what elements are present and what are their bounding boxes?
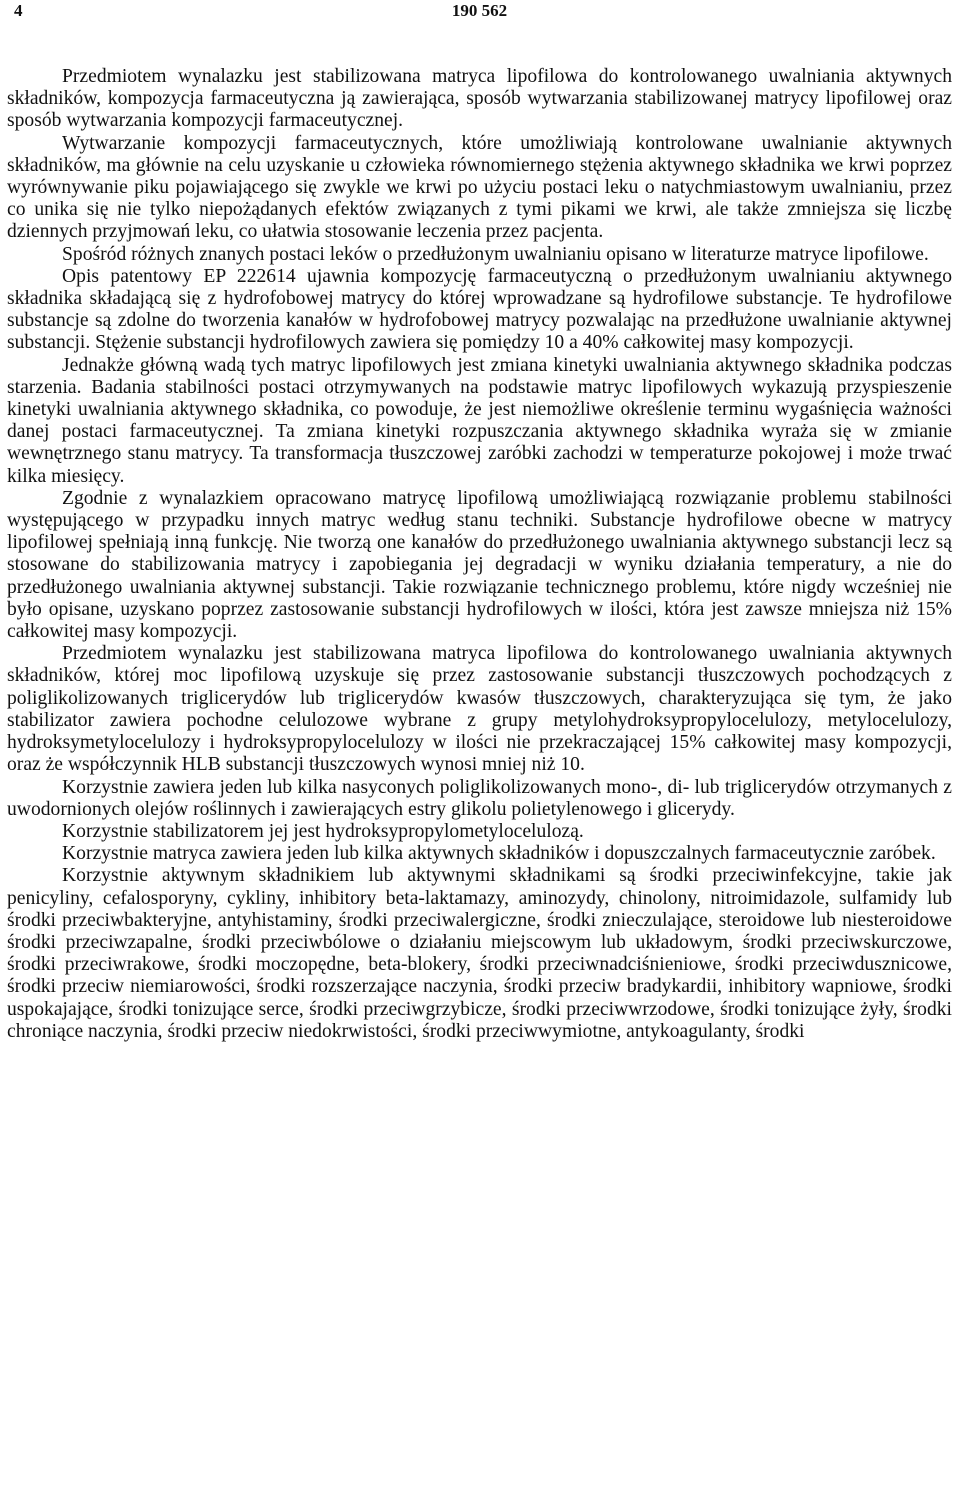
paragraph: Korzystnie stabilizatorem jej jest hydroksypropylometylocelulozą. [62, 820, 584, 842]
paragraph: Przedmiotem wynalazku jest stabilizowana matryca lipofilowa do kontrolowanego uwalniania aktywnych składników, kompozycja farmaceutyczna ją zawierająca, sposób wytwarzania stabilizowanej matrycy lipofilowej oraz sposób wytwarzania kompozycji farmaceutycznej. [7, 66, 952, 132]
body-text [7, 66, 952, 1043]
patent-number: 190 562 [451, 1, 508, 20]
paragraph: Spośród różnych znanych postaci leków o przedłużonym uwalnianiu opisano w literaturze matryce lipofilowe. [62, 243, 929, 265]
paragraph: Korzystnie matryca zawiera jeden lub kilka aktywnych składników i dopuszczalnych farmaceutycznie zaróbek. [62, 843, 936, 865]
paragraph: Jednakże główną wadą tych matryc lipofilowych jest zmiana kinetyki uwalniania aktywnego składnika podczas starzenia. Badania stabilności postaci otrzymywanych na podstawie matryc lipofilowych wykazują przyspieszenie kinetyki uwalniania aktywnego składnika, co powoduje, że jest niemożliwe określenie terminu wygaśnięcia ważności danej postaci farmaceutycznej. Ta zmiana kinetyki rozpuszczania aktywnego składnika wyraża się w zmianie wewnętrznego stanu matrycy. Ta transformacja tłuszczowej zaróbki zachodzi w temperaturze pokojowej i może trwać kilka miesięcy. [7, 354, 952, 487]
paragraph: Korzystnie zawiera jeden lub kilka nasyconych poliglikolizowanych mono-, di- lub triglicerydów otrzymanych z uwodornionych olejów roślinnych i zawierających estry glikolu polietylenowego i glicerydy. [7, 776, 952, 820]
paragraph: Wytwarzanie kompozycji farmaceutycznych, które umożliwiają kontrolowane uwalnianie aktywnych składników, ma głównie na celu uzyskanie u człowieka równomiernego stężenia aktywnego składnika we krwi poprzez wyrównywanie piku pojawiającego się zwykle we krwi po użyciu postaci leku o natychmiastowym uwalnianiu, przez co unika się nie tylko niepożądanych efektów związanych z tymi pikami we krwi, ale także zmniejsza się liczbę dziennych przyjmowań leku, co ułatwia stosowanie leczenia przez pacjenta. [7, 132, 952, 243]
page-header [7, 0, 952, 38]
paragraph: Opis patentowy EP 222614 ujawnia kompozycję farmaceutyczną o przedłużonym uwalnianiu aktywnego składnika składającą się z hydrofobowej matrycy do której wprowadzane są hydrofilowe substancje. Te hydrofilowe substancje są zdolne do tworzenia kanałów w hydrofobowej matrycy pozwalając na przedłużone uwalnianie aktywnej substancji. Stężenie substancji hydrofilowych zawiera się pomiędzy 10 a 40% całkowitej masy kompozycji. [7, 265, 952, 354]
page-number: 4 [14, 1, 23, 20]
paragraph: Przedmiotem wynalazku jest stabilizowana matryca lipofilowa do kontrolowanego uwalniania aktywnych składników, której moc lipofilową uzyskuje się przez zastosowanie substancji tłuszczowych pochodzących z poliglikolizowanych triglicerydów lub triglicerydów kwasów tłuszczowych, charakteryzująca się tym, że jako stabilizator zawiera pochodne celulozowe wybrane z grupy metylohydroksypropylocelulozy, metylocelulozy, hydroksymetylocelulozy i hydroksypropylocelulozy w ilości nie przekraczającej 15% całkowitej masy kompozycji, oraz że współczynnik HLB substancji tłuszczowych wynosi mniej niż 10. [7, 643, 952, 776]
paragraph: Zgodnie z wynalazkiem opracowano matrycę lipofilową umożliwiającą rozwiązanie problemu stabilności występującego w przypadku innych matryc według stanu techniki. Substancje hydrofilowe obecne w matrycy lipofilowej spełniają inną funkcję. Nie tworzą one kanałów do przedłużonego uwalniania aktywnego substancji lecz są stosowane do stabilizowania matrycy i zapobiegania jej degradacji w wyniku działania temperatury, a nie do przedłużonego uwalniania aktywnej substancji. Takie rozwiązanie technicznego problemu, które nigdy wcześniej nie było opisane, uzyskano poprzez zastosowanie substancji hydrofilowych w ilości, która jest zawsze mniejsza niż 15% całkowitej masy kompozycji. [7, 487, 952, 643]
paragraph: Korzystnie aktywnym składnikiem lub aktywnymi składnikami są środki przeciwinfekcyjne, takie jak penicyliny, cefalosporyny, cykliny, inhibitory beta-laktamazy, aminozydy, chinolony, nitroimidazole, sulfamidy lub środki przeciwbakteryjne, antyhistaminy, środki przeciwalergiczne, środki znieczulające, steroidowe lub niesteroidowe środki przeciwzapalne, środki przeciwbólowe o działaniu miejscowym lub układowym, środki przeciwskurczowe, środki przeciwrakowe, środki moczopędne, beta-blokery, środki przeciwnadciśnieniowe, środki przeciwdusznicowe, środki przeciw niemiarowości, środki rozszerzające naczynia, środki przeciw bradykardii, inhibitory wapniowe, środki uspokajające, środki tonizujące serce, środki przeciwgrzybicze, środki przeciwwrzodowe, środki tonizujące żyły, środki chroniące naczynia, środki przeciw niedokrwistości, środki przeciwwymiotne, antykoagulanty, środki [7, 865, 952, 1042]
